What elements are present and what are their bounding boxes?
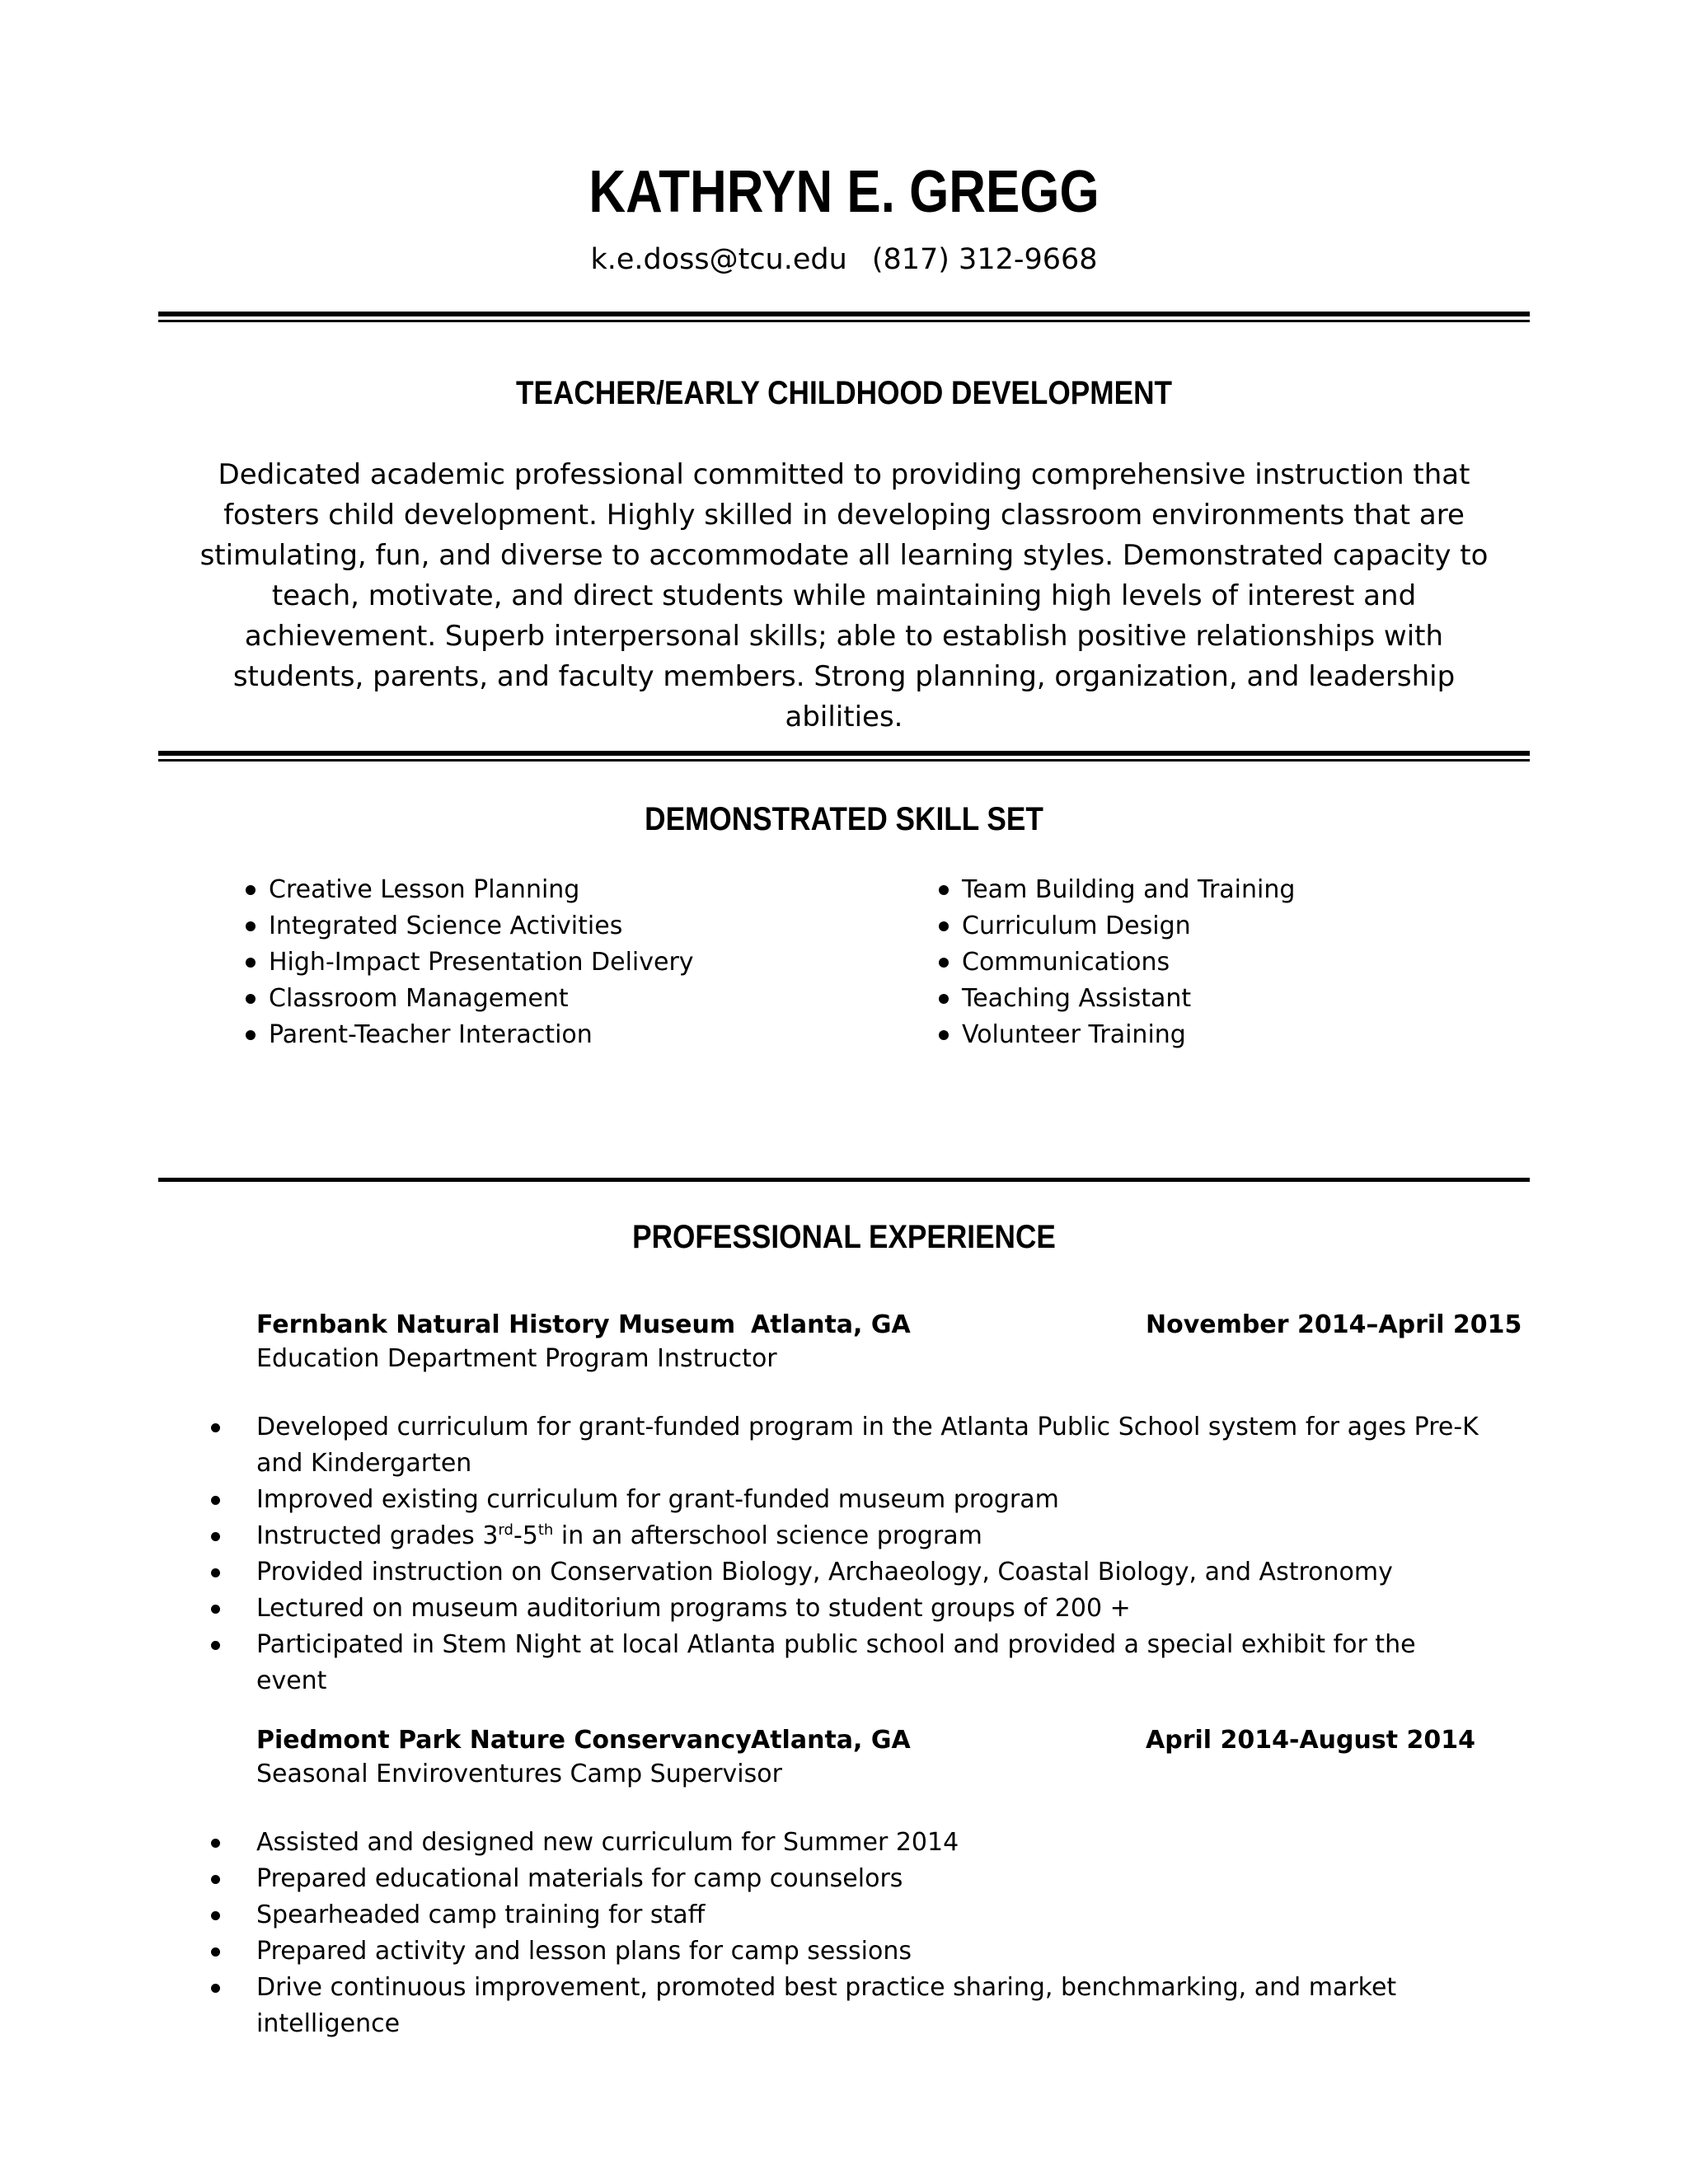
summary-heading: TEACHER/EARLY CHILDHOOD DEVELOPMENT: [516, 375, 1172, 411]
candidate-name: KATHRYN E. GREGG: [588, 159, 1100, 225]
list-item: Drive continuous improvement, promoted best practice sharing, benchmarking, and market intelligence: [207, 1970, 1493, 2042]
list-item: Communications: [935, 944, 1295, 981]
divider-rule: [158, 320, 1530, 322]
list-item: Creative Lesson Planning: [242, 872, 694, 908]
experience-heading: PROFESSIONAL EXPERIENCE: [632, 1219, 1056, 1255]
job-dates: November 2014–April 2015: [1146, 1310, 1522, 1339]
job-location: Atlanta, GA: [751, 1726, 911, 1755]
list-item: Developed curriculum for grant-funded program in the Atlanta Public School system for ages Pre-K and Kindergarten: [207, 1409, 1493, 1482]
list-item: Prepared activity and lesson plans for camp sessions: [207, 1933, 1493, 1970]
list-item: Lectured on museum auditorium programs to student groups of 200 +: [207, 1591, 1493, 1627]
job-employer: Fernbank Natural History Museum: [256, 1310, 736, 1339]
job-title: Seasonal Enviroventures Camp Supervisor: [256, 1760, 782, 1788]
list-item: Improved existing curriculum for grant-funded museum program: [207, 1482, 1493, 1518]
list-item: Provided instruction on Conservation Biology, Archaeology, Coastal Biology, and Astronomy: [207, 1554, 1493, 1591]
list-item: Teaching Assistant: [935, 981, 1295, 1017]
job-bullets: [207, 1409, 1493, 1699]
list-item: Curriculum Design: [935, 908, 1295, 944]
job-title: Education Department Program Instructor: [256, 1344, 777, 1373]
list-item: Participated in Stem Night at local Atlanta public school and provided a special exhibit for the event: [207, 1627, 1493, 1699]
skills-heading: DEMONSTRATED SKILL SET: [645, 801, 1043, 837]
list-item: Instructed grades 3rd-5th in an afterschool science program: [207, 1518, 1493, 1554]
list-item: Volunteer Training: [935, 1017, 1295, 1053]
skills-list-left: [242, 872, 694, 1053]
contact-line: [0, 243, 1688, 276]
list-item: Spearheaded camp training for staff: [207, 1897, 1493, 1933]
email-text: k.e.doss@tcu.edu: [590, 243, 847, 276]
divider-rule: [158, 1178, 1530, 1182]
list-item: Prepared educational materials for camp counselors: [207, 1861, 1493, 1897]
divider-rule: [158, 312, 1530, 316]
list-item: Team Building and Training: [935, 872, 1295, 908]
summary-text: Dedicated academic professional committed to providing comprehensive instruction that fosters child development. Highly skilled in developing classroom environments that are stimulating, fun, and diverse to accommodate all learning styles. Demonstrated capacity to teach, motivate, and direct students while maintaining high levels of interest and achievement. Superb interpersonal skills; able to establish positive relationships with students, parents, and faculty members. Strong planning, organization, and leadership abilities.: [199, 458, 1489, 733]
job-location: Atlanta, GA: [751, 1310, 911, 1339]
list-item: Integrated Science Activities: [242, 908, 694, 944]
divider-rule: [158, 751, 1530, 756]
list-item: High-Impact Presentation Delivery: [242, 944, 694, 981]
job-dates: April 2014-August 2014: [1146, 1726, 1475, 1755]
skills-list-right: [935, 872, 1295, 1053]
list-item: Parent-Teacher Interaction: [242, 1017, 694, 1053]
job-employer: Piedmont Park Nature Conservancy: [256, 1726, 752, 1755]
list-item: Assisted and designed new curriculum for Summer 2014: [207, 1825, 1493, 1861]
job-bullets: [207, 1825, 1493, 2042]
list-item: Classroom Management: [242, 981, 694, 1017]
phone-text: (817) 312-9668: [871, 243, 1098, 276]
divider-rule: [158, 759, 1530, 762]
